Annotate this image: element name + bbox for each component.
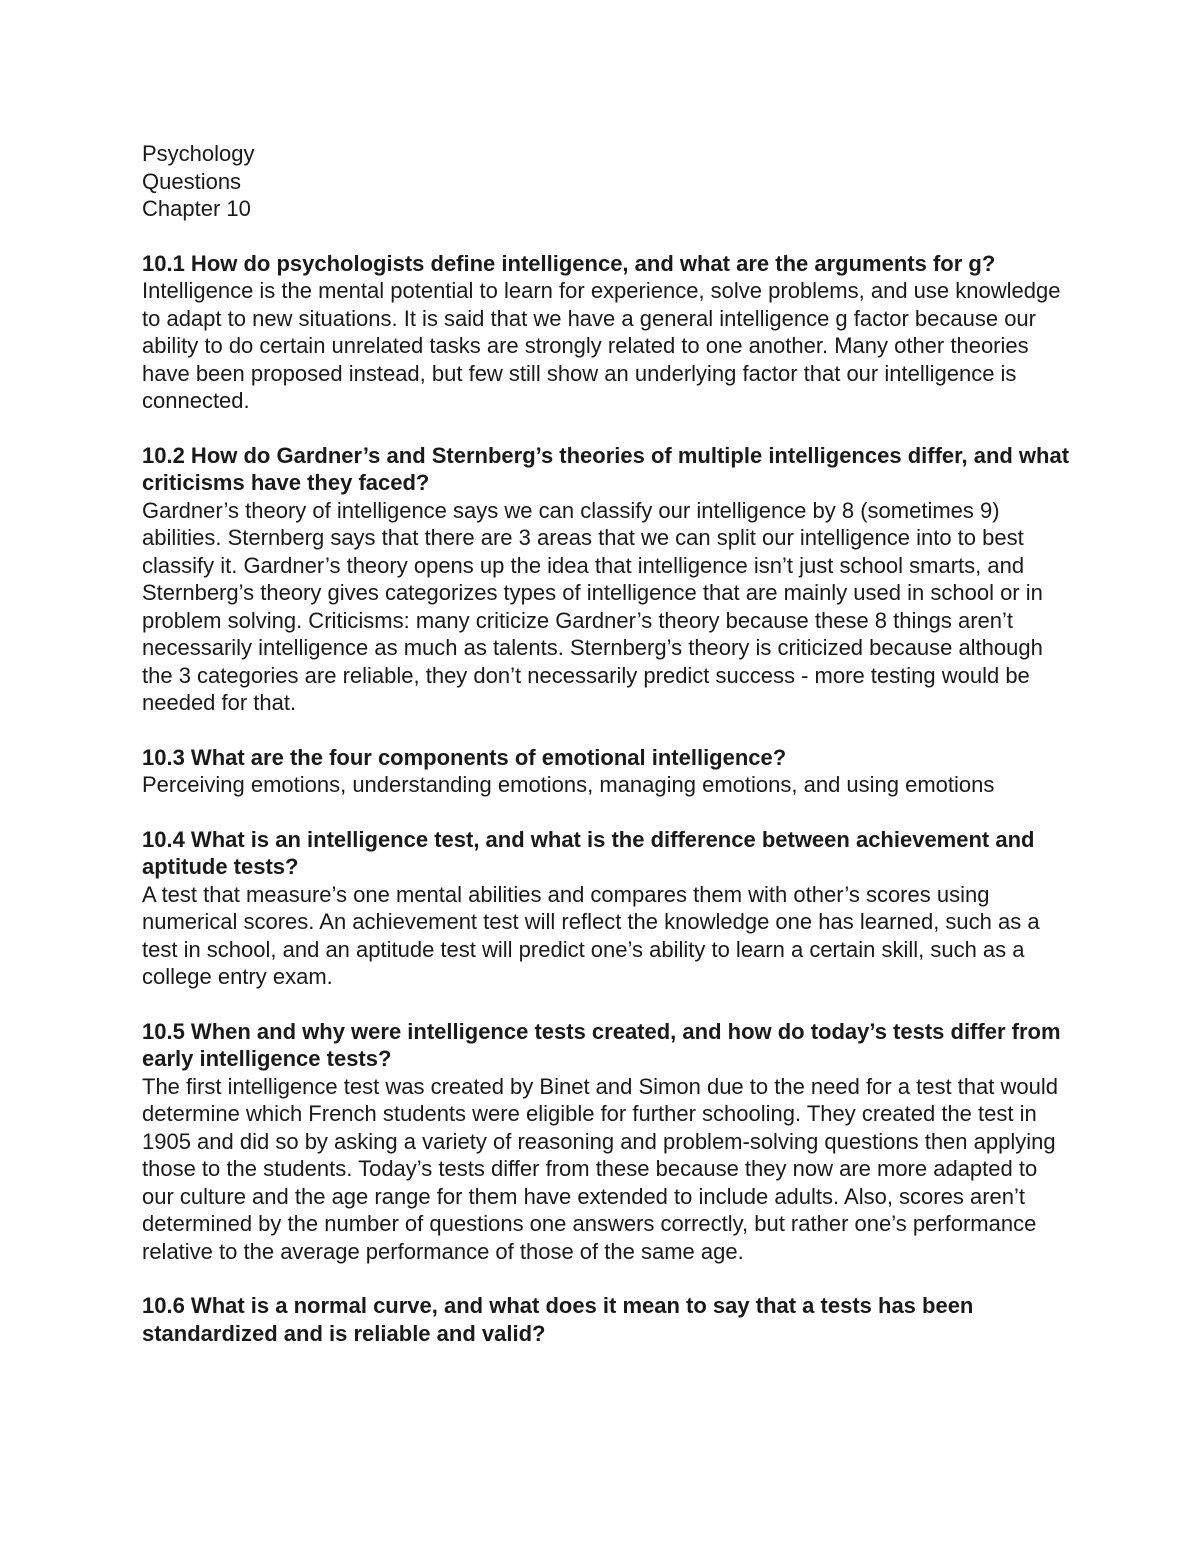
- section-10-4: [142, 826, 1072, 991]
- section-10-1: [142, 250, 1072, 415]
- answer-text: A test that measure’s one mental abilities and compares them with other’s scores using numerical scores. An achievement test will reflect the knowledge one has learned, such as a test in school, and an aptitude test will predict one’s ability to learn a certain skill, such as a college entry exam.: [142, 881, 1040, 989]
- answer-text: Intelligence is the mental potential to learn for experience, solve problems, and use knowledge to adapt to new situations. It is said that we have a general intelligence g factor because our ability to do certain unrelated tasks are strongly related to one another. Many other theories have been proposed instead, but few still show an underlying factor that our intelligence is connected.: [142, 278, 1061, 413]
- question-heading: 10.5 When and why were intelligence tests created, and how do today’s tests differ from early intelligence tests?: [142, 1018, 1061, 1071]
- question-heading: 10.2 How do Gardner’s and Sternberg’s theories of multiple intelligences differ, and what criticisms have they faced?: [142, 442, 1070, 495]
- section-10-2: [142, 442, 1072, 717]
- answer-text: Gardner’s theory of intelligence says we can classify our intelligence by 8 (sometimes 9) abilities. Sternberg says that there are 3 areas that we can split our intelligence into to best classify it. Gardner’s theory opens up the idea that intelligence isn’t just school smarts, and Sternberg’s theory gives categorizes types of intelligence that are mainly used in school or in problem solving. Criticisms: many criticize Gardner’s theory because these 8 things aren’t necessarily intelligence as much as talents. Sternberg’s theory is criticized because although the 3 categories are reliable, they don’t necessarily predict success - more testing would be needed for that.: [142, 497, 1043, 715]
- document-type: Questions: [142, 168, 242, 194]
- subject-title: Psychology: [142, 141, 255, 166]
- section-10-3: [142, 744, 1072, 799]
- question-heading: 10.1 How do psychologists define intelligence, and what are the arguments for g?: [142, 250, 996, 276]
- question-heading: 10.6 What is a normal curve, and what does it mean to say that a tests has been standardized and is reliable and valid?: [142, 1293, 974, 1346]
- question-heading: 10.4 What is an intelligence test, and what is the difference between achievement and aptitude tests?: [142, 826, 1035, 879]
- answer-text: Perceiving emotions, understanding emotions, managing emotions, and using emotions: [142, 772, 995, 797]
- document-header: [142, 140, 1072, 223]
- answer-text: The first intelligence test was created by Binet and Simon due to the need for a test that would determine which French students were eligible for further schooling. They created the test in 1905 and did so by asking a variety of reasoning and problem-solving questions then applying those to the students. Today’s tests differ from these because they now are more adapted to our culture and the age range for them have extended to include adults. Also, scores aren’t determined by the number of questions one answers correctly, but rather one’s performance relative to the average performance of those of the same age.: [142, 1073, 1058, 1264]
- section-10-6: [142, 1292, 1072, 1347]
- question-heading: 10.3 What are the four components of emotional intelligence?: [142, 744, 787, 770]
- document-page: [142, 140, 1072, 1374]
- chapter-label: Chapter 10: [142, 196, 251, 221]
- section-10-5: [142, 1018, 1072, 1266]
